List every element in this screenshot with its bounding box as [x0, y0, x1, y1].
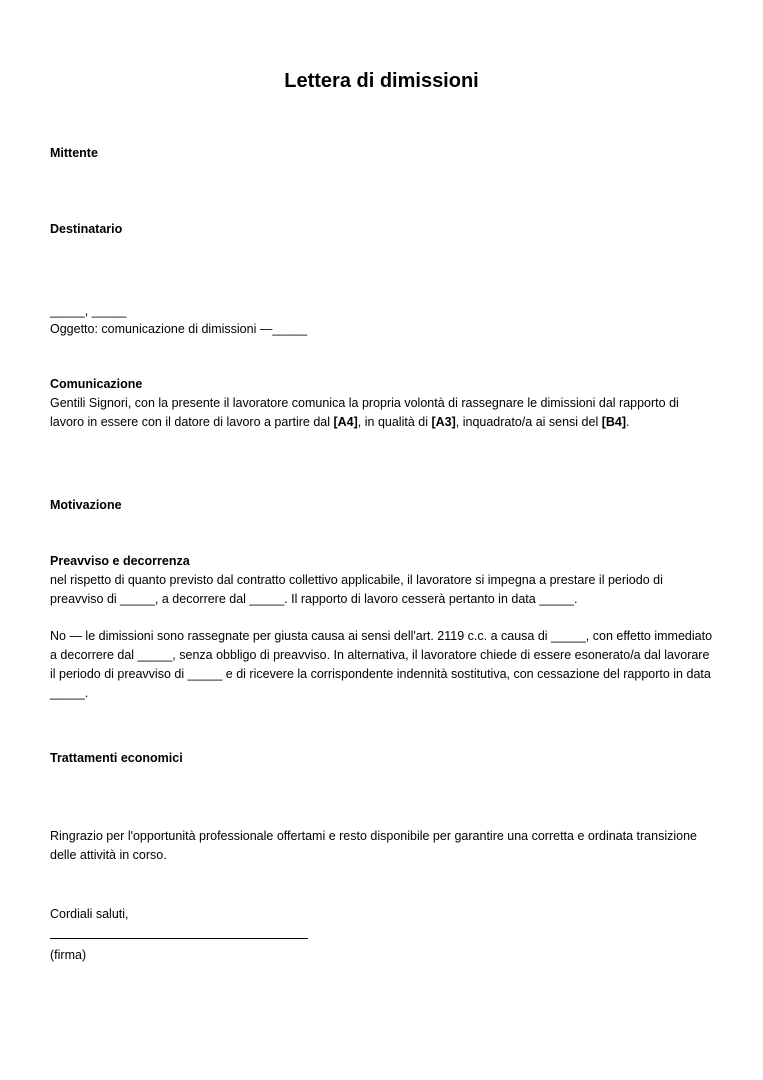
subject-line: Oggetto: comunicazione di dimissioni —_____ — [50, 322, 308, 336]
communication-text-2: , in qualità di — [357, 415, 432, 429]
sender-heading: Mittente — [50, 146, 98, 160]
document-title: Lettera di dimissioni — [284, 70, 479, 92]
placeholder-a3: [A3] — [431, 415, 456, 429]
notice-paragraph-1: nel rispetto di quanto previsto dal contratto collettivo applicabile, il lavoratore si impegna a prestare il periodo di preavviso di _____, a decorrere dal _____. Il rapporto di lavoro cesserà pertanto in data _____. — [50, 573, 663, 606]
notice-paragraph-2: No — le dimissioni sono rassegnate per giusta causa ai sensi dell'art. 2119 c.c. a causa di _____, con effetto immediato a decorrere dal _____, senza obbligo di preavviso. In alternativa, il lavoratore chiede di essere esonerato/a dal lavorare il periodo di preavviso di _____ e di ricevere la corrispondente indennità sostitutiva, con cessazione del rapporto in data _____. — [50, 629, 713, 700]
communication-heading: Comunicazione — [50, 377, 143, 391]
economic-heading: Trattamenti economici — [50, 751, 183, 765]
notice-heading: Preavviso e decorrenza — [50, 554, 190, 568]
signature-caption: (firma) — [50, 948, 87, 962]
place-date-line: _____, _____ — [50, 304, 127, 318]
motivation-heading: Motivazione — [50, 498, 122, 512]
communication-paragraph — [50, 394, 715, 432]
communication-text-4: . — [626, 415, 630, 429]
communication-text-1: Gentili Signori, con la presente il lavoratore comunica la propria volontà di rassegnare le dimissioni dal rapporto di lavoro in essere con il datore di lavoro a partire dal — [50, 396, 679, 429]
signature-line — [50, 938, 308, 939]
recipient-heading: Destinatario — [50, 222, 123, 236]
closing-paragraph: Ringrazio per l'opportunità professionale offertami e resto disponibile per garantire una corretta e ordinata transizione delle attività in corso. — [50, 829, 697, 862]
communication-text-3: , inquadrato/a ai sensi del — [455, 415, 602, 429]
greeting: Cordiali saluti, — [50, 907, 129, 921]
placeholder-a4: [A4] — [333, 415, 358, 429]
placeholder-b4: [B4] — [601, 415, 627, 429]
